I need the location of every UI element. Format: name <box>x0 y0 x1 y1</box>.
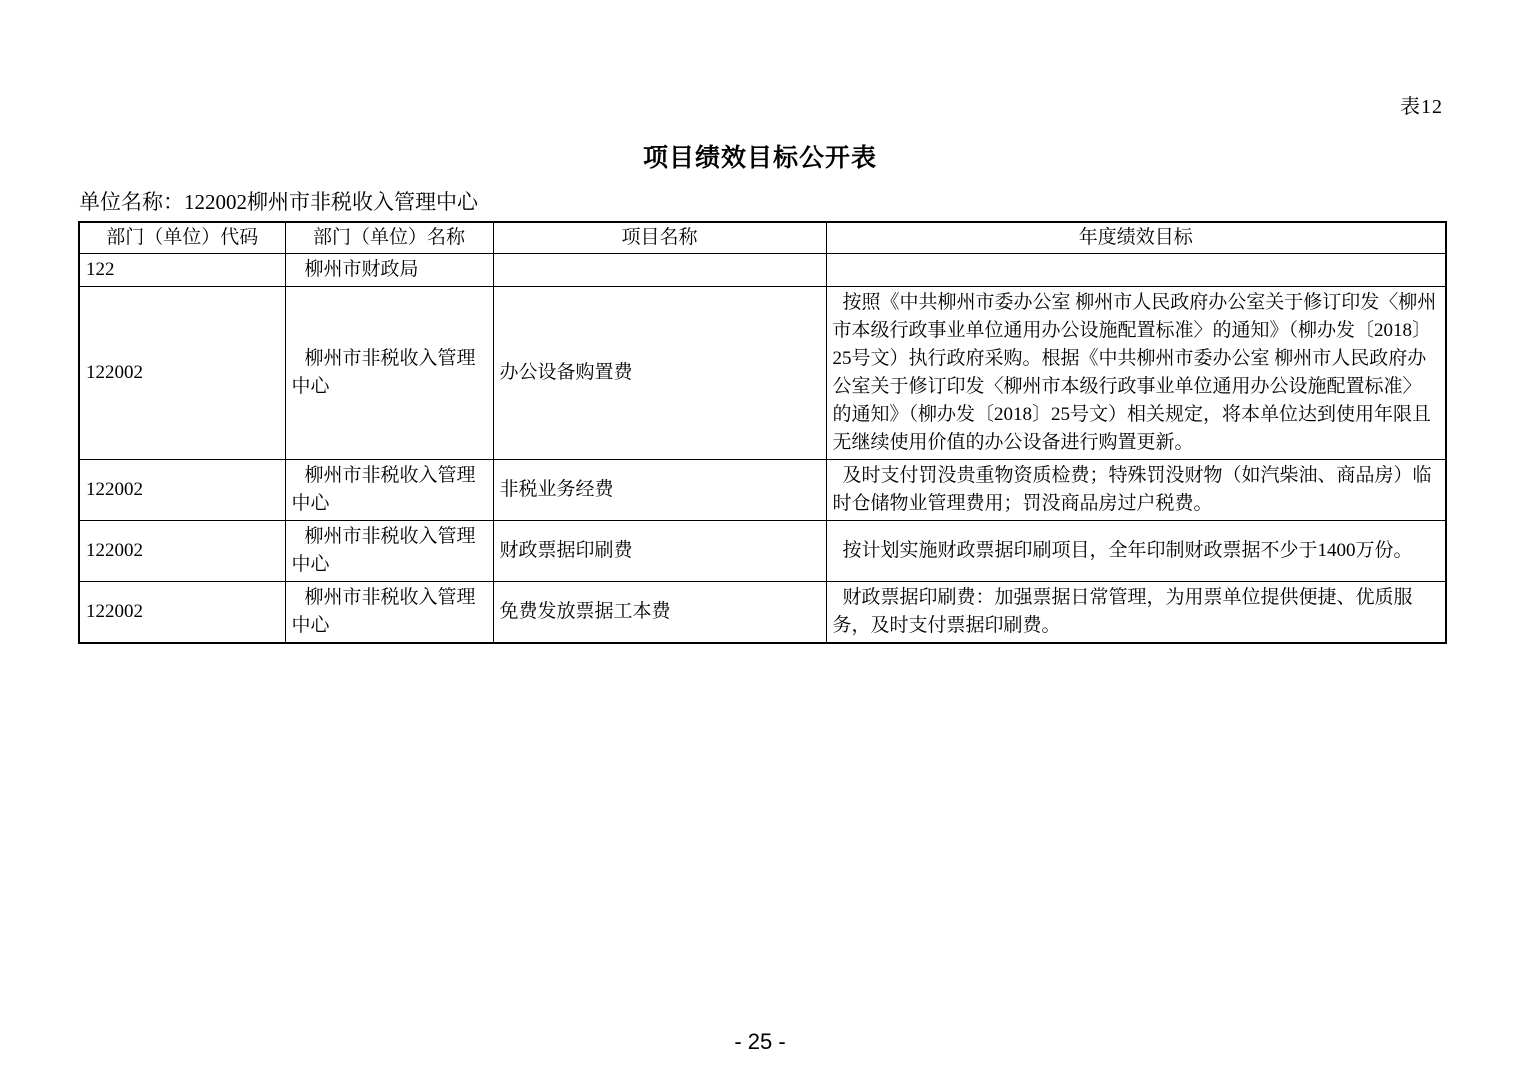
cell-project-name: 财政票据印刷费 <box>493 521 826 582</box>
cell-project-name: 非税业务经费 <box>493 460 826 521</box>
cell-dept-name: 柳州市非税收入管理中心 <box>285 582 493 644</box>
cell-dept-code: 122 <box>79 254 285 287</box>
unit-name-line: 单位名称：122002柳州市非税收入管理中心 <box>79 190 478 214</box>
cell-dept-code: 122002 <box>79 460 285 521</box>
table-row <box>79 254 1446 287</box>
table-row <box>79 287 1446 460</box>
page-number: - 25 - <box>734 1029 786 1054</box>
table-row <box>79 521 1446 582</box>
cell-annual-target: 及时支付罚没贵重物资质检费；特殊罚没财物（如汽柴油、商品房）临时仓储物业管理费用；罚没商品房过户税费。 <box>826 460 1446 521</box>
header-project-name: 项目名称 <box>493 222 826 254</box>
header-annual-target: 年度绩效目标 <box>826 222 1446 254</box>
table-header-row <box>79 222 1446 254</box>
cell-dept-code: 122002 <box>79 582 285 644</box>
cell-annual-target: 按照《中共柳州市委办公室 柳州市人民政府办公室关于修订印发〈柳州市本级行政事业单位通用办公设施配置标准〉的通知》（柳办发〔2018〕25号文）执行政府采购。根据《中共柳州市委办公室 柳州市人民政府办公室关于修订印发〈柳州市本级行政事业单位通用办公设施配置标准〉的通知》（柳办发〔2018〕25号文）相关规定，将本单位达到使用年限且无继续使用价值的办公设备进行购置更新。 <box>826 287 1446 460</box>
performance-targets-table <box>78 221 1447 644</box>
cell-dept-name: 柳州市非税收入管理中心 <box>285 460 493 521</box>
header-dept-code: 部门（单位）代码 <box>79 222 285 254</box>
cell-project-name <box>493 254 826 287</box>
cell-annual-target <box>826 254 1446 287</box>
cell-annual-target: 财政票据印刷费：加强票据日常管理，为用票单位提供便捷、优质服务，及时支付票据印刷费。 <box>826 582 1446 644</box>
cell-dept-name: 柳州市财政局 <box>285 254 493 287</box>
cell-dept-code: 122002 <box>79 287 285 460</box>
cell-annual-target: 按计划实施财政票据印刷项目，全年印制财政票据不少于1400万份。 <box>826 521 1446 582</box>
cell-dept-code: 122002 <box>79 521 285 582</box>
sheet-label: 表12 <box>1400 96 1443 118</box>
table-row <box>79 460 1446 521</box>
cell-dept-name: 柳州市非税收入管理中心 <box>285 521 493 582</box>
header-dept-name: 部门（单位）名称 <box>285 222 493 254</box>
page-title: 项目绩效目标公开表 <box>642 145 877 172</box>
cell-dept-name: 柳州市非税收入管理中心 <box>285 287 493 460</box>
table-row <box>79 582 1446 644</box>
cell-project-name: 免费发放票据工本费 <box>493 582 826 644</box>
cell-project-name: 办公设备购置费 <box>493 287 826 460</box>
